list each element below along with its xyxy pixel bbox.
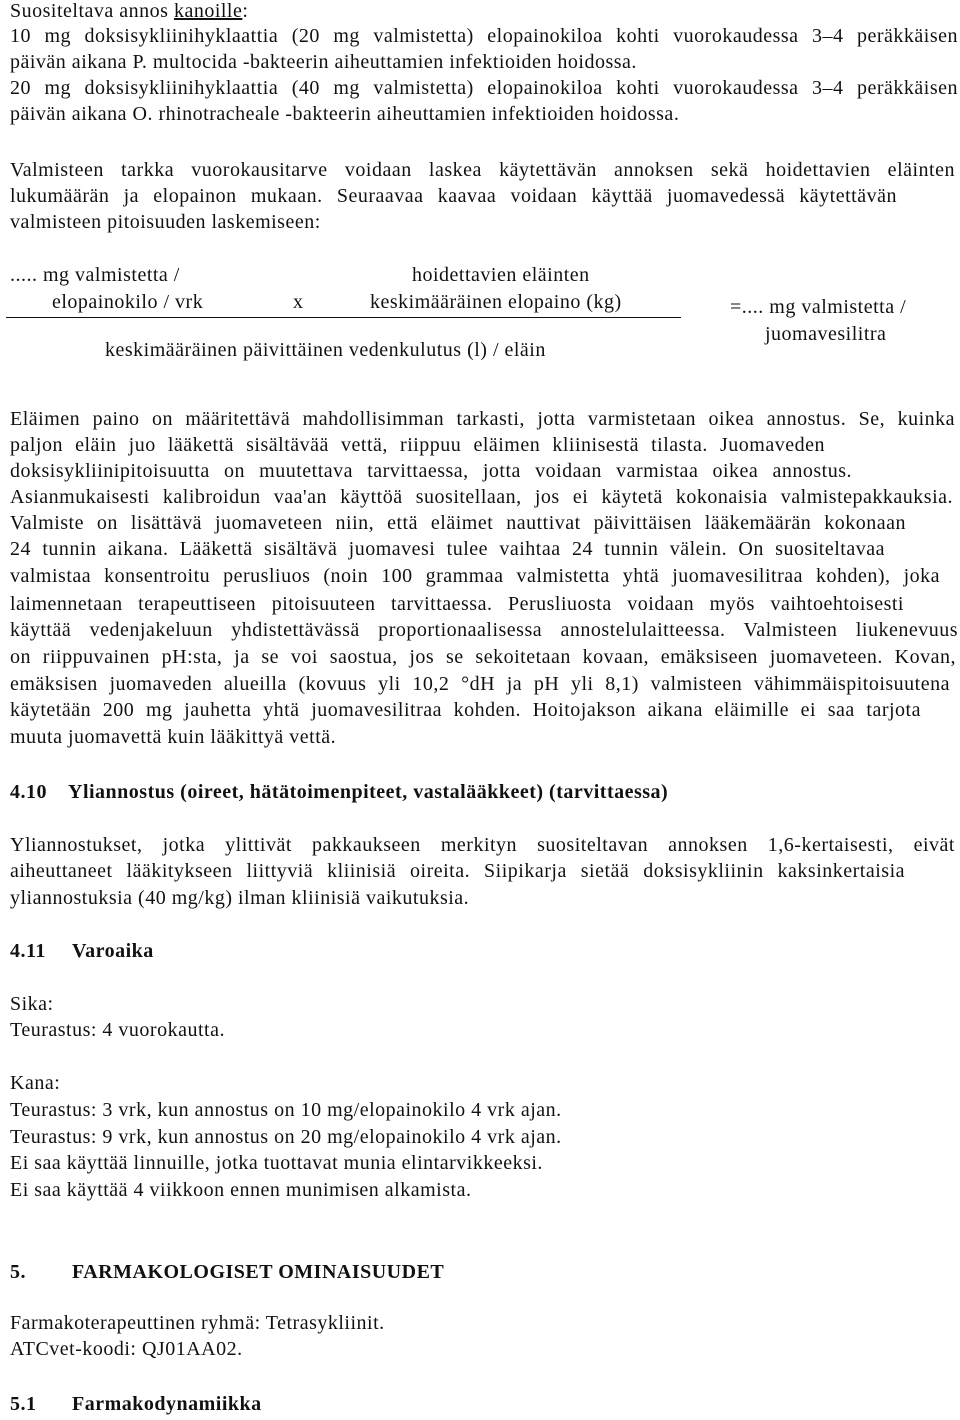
section-heading-overdose [10, 779, 668, 805]
formula-numerator-right-1: hoidettavien eläinten [412, 264, 590, 286]
dosage-title [10, 0, 248, 22]
section-title: Varoaika [72, 940, 154, 962]
chicken-withdrawal-line: Teurastus: 9 vrk, kun annostus on 20 mg/elopainokilo 4 vrk ajan. [10, 1126, 562, 1148]
dosage-line: 10 mg doksisykliinihyklaattia (20 mg valmistetta) elopainokiloa kohti vuorokaudessa 3–4 peräkkäisen [10, 25, 958, 47]
administration-line: muuta juomavettä kuin lääkittyä vettä. [10, 726, 337, 748]
section-heading-pharmacodynamics [10, 1391, 262, 1417]
administration-line: paljon eläin juo lääkettä sisältävää vettä, riippuu eläimen kliinisestä tilasta. Juomaveden [10, 434, 825, 456]
formula-denominator: keskimääräinen päivittäinen vedenkulutus (l) / eläin [105, 339, 546, 361]
section-number: 4.11 [10, 940, 46, 962]
chicken-withdrawal-line: Ei saa käyttää linnuille, jotka tuottavat munia elintarvikkeeksi. [10, 1152, 543, 1174]
administration-line: on riippuvainen pH:sta, ja se voi saostua, jos se sekoitetaan kovaan, emäksiseen juomaveteen. Kovan, [10, 646, 956, 668]
pharmacotherapeutic-group: Farmakoterapeuttinen ryhmä: Tetrasykliinit. [10, 1312, 385, 1334]
administration-line: käytetään 200 mg jauhetta yhtä juomavesilitraa kohden. Hoitojakson aikana eläimille ei saa tarjota [10, 699, 921, 721]
calculation-intro-line: Valmisteen tarkka vuorokausitarve voidaan laskea käytettävän annoksen sekä hoidettavien eläinten [10, 159, 955, 181]
formula-numerator-right-2: keskimääräinen elopaino (kg) [370, 291, 622, 313]
overdose-line: aiheuttaneet lääkitykseen liittyviä kliinisiä oireita. Siipikarja sietää doksisykliinin kaksinkertaisia [10, 860, 905, 882]
pig-label: Sika: [10, 993, 54, 1015]
section-title: FARMAKOLOGISET OMINAISUUDET [72, 1261, 445, 1283]
formula-fraction-line [6, 317, 681, 318]
section-heading-withdrawal [10, 938, 154, 964]
chicken-label: Kana: [10, 1072, 61, 1094]
dosage-title-species: kanoille [173, 0, 243, 22]
dosage-line: päivän aikana O. rhinotracheale -bakteerin aiheuttamien infektioiden hoidossa. [10, 103, 680, 125]
administration-line: emäksisen juomaveden alueilla (kovuus yli 10,2 °dH ja pH yli 8,1) valmisteen vähimmäispitoisuutena [10, 673, 950, 695]
administration-line: käyttää vedenjakeluun yhdistettävässä proportionaalisessa annostelulaitteessa. Valmisteen liukenevuus [10, 619, 958, 641]
overdose-line: yliannostuksia (40 mg/kg) ilman kliinisiä vaikutuksia. [10, 887, 470, 909]
section-heading-pharmacological [10, 1259, 444, 1285]
section-title: Farmakodynamiikka [72, 1393, 262, 1415]
section-number: 5.1 [10, 1393, 37, 1415]
administration-line: Valmiste on lisättävä juomaveteen niin, että eläimet nauttivat päivittäisen lääkemäärän kokonaan [10, 512, 906, 534]
formula-result-2: juomavesilitra [765, 323, 887, 345]
section-number: 5. [10, 1261, 26, 1283]
administration-line: 24 tunnin aikana. Lääkettä sisältävä juomavesi tulee vaihtaa 24 tunnin välein. On suositeltavaa [10, 538, 885, 560]
overdose-line: Yliannostukset, jotka ylittivät pakkaukseen merkityn suositeltavan annoksen 1,6-kertaisesti, eivät [10, 834, 955, 856]
administration-line: laimennetaan terapeuttiseen pitoisuuteen tarvittaessa. Perusliuosta voidaan myös vaihtoehtoisesti [10, 593, 904, 615]
formula-result-1: =.... mg valmistetta / [730, 296, 907, 318]
formula-numerator-left-2: elopainokilo / vrk [52, 291, 204, 313]
chicken-withdrawal-line: Teurastus: 3 vrk, kun annostus on 10 mg/elopainokilo 4 vrk ajan. [10, 1099, 562, 1121]
dosage-title-suffix: : [242, 0, 249, 22]
atcvet-code: ATCvet-koodi: QJ01AA02. [10, 1338, 243, 1360]
administration-line: Eläimen paino on määritettävä mahdollisimman tarkasti, jotta varmistetaan oikea annostus. Se, kuinka [10, 408, 955, 430]
administration-line: valmistaa konsentroitu perusliuos (noin 100 grammaa valmistetta yhtä juomavesilitraa kohden), joka [10, 565, 940, 587]
administration-line: Asianmukaisesti kalibroidun vaa'an käyttöä suositellaan, jos ei käytetä kokonaisia valmistepakkauksia. [10, 486, 953, 508]
calculation-intro-line: valmisteen pitoisuuden laskemiseen: [10, 211, 321, 233]
administration-line: doksisykliinipitoisuutta on muutettava tarvittaessa, jotta voidaan varmistaa oikea annostus. [10, 460, 852, 482]
pig-withdrawal-line: Teurastus: 4 vuorokautta. [10, 1019, 225, 1041]
chicken-withdrawal-line: Ei saa käyttää 4 viikkoon ennen munimisen alkamista. [10, 1179, 472, 1201]
section-title: Yliannostus (oireet, hätätoimenpiteet, vastalääkkeet) (tarvittaessa) [68, 781, 669, 803]
formula-numerator-left-1: ..... mg valmistetta / [10, 264, 180, 286]
dosage-line: 20 mg doksisykliinihyklaattia (40 mg valmistetta) elopainokiloa kohti vuorokaudessa 3–4 peräkkäisen [10, 77, 958, 99]
dosage-line: päivän aikana P. multocida -bakteerin aiheuttamien infektioiden hoidossa. [10, 51, 637, 73]
calculation-intro-line: lukumäärän ja elopainon mukaan. Seuraavaa kaavaa voidaan käyttää juomavedessä käytettävän [10, 185, 897, 207]
formula-multiply-sign: x [293, 291, 304, 313]
dosage-title-prefix: Suositeltava annos [10, 0, 174, 22]
section-number: 4.10 [10, 781, 47, 803]
